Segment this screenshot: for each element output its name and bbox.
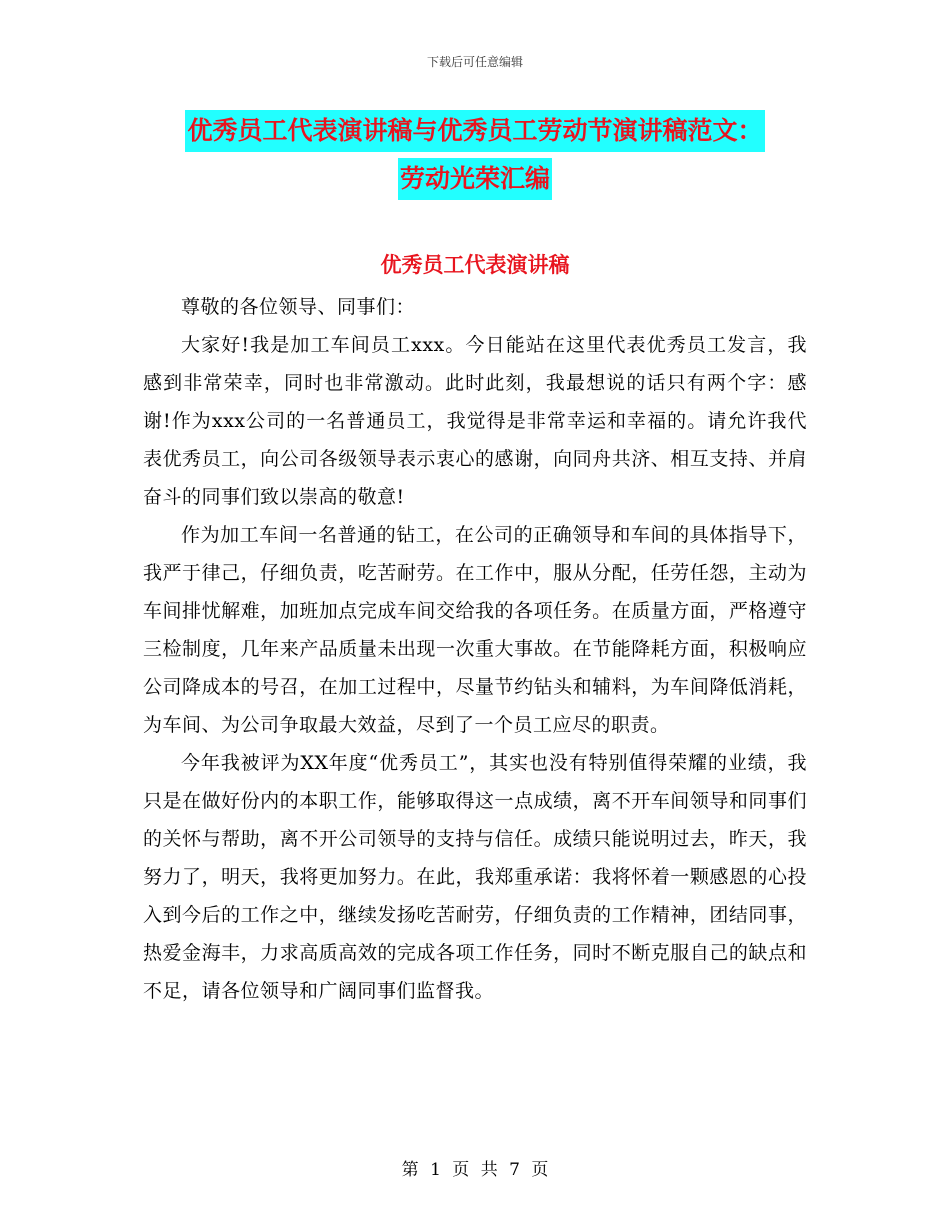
section-title: 优秀员工代表演讲稿 xyxy=(380,252,570,277)
page-number: 第 1 页 共 7 页 xyxy=(401,1160,549,1180)
title-line-2: 劳动光荣汇编 xyxy=(398,158,552,200)
body-paragraph: 今年我被评为XX年度“优秀员工”，其实也没有特别值得荣耀的业绩，我只是在做好份内的本职工作，能够取得这一点成绩，离不开车间领导和同事们的关怀与帮助，离不开公司领导的支持与信任。成绩只能说明过去，昨天，我努力了，明天，我将更加努力。在此，我郑重承诺：我将怀着一颗感恩的心投入到今后的工作之中，继续发扬吃苦耐劳，仔细负责的工作精神，团结同事，热爱金海丰，力求高质高效的完成各项工作任务，同时不断克服自己的缺点和不足，请各位领导和广阔同事们监督我。 xyxy=(143,752,807,1002)
body-paragraph: 作为加工车间一名普通的钻工，在公司的正确领导和车间的具体指导下，我严于律己，仔细负责，吃苦耐劳。在工作中，服从分配，任劳任怨，主动为车间排忧解难，加班加点完成车间交给我的各项任务。在质量方面，严格遵守三检制度，几年来产品质量未出现一次重大事故。在节能降耗方面，积极响应公司降成本的号召，在加工过程中，尽量节约钻头和辅料，为车间降低消耗，为车间、为公司争取最大效益，尽到了一个员工应尽的职责。 xyxy=(143,524,807,736)
salutation-paragraph: 尊敬的各位领导、同事们： xyxy=(181,296,416,318)
title-line-1: 优秀员工代表演讲稿与优秀员工劳动节演讲稿范文： xyxy=(185,110,764,152)
document-title xyxy=(0,110,950,200)
header-note: 下载后可任意编辑 xyxy=(426,55,523,69)
body-text xyxy=(143,288,807,1010)
body-paragraph: 大家好!我是加工车间员工xxx。今日能站在这里代表优秀员工发言，我感到非常荣幸，同时也非常激动。此时此刻，我最想说的话只有两个字：感谢!作为xxx公司的一名普通员工，我觉得是非常幸运和幸福的。请允许我代表优秀员工，向公司各级领导表示衷心的感谢，向同舟共济、相互支持、并肩奋斗的同事们致以崇高的敬意! xyxy=(143,334,807,508)
